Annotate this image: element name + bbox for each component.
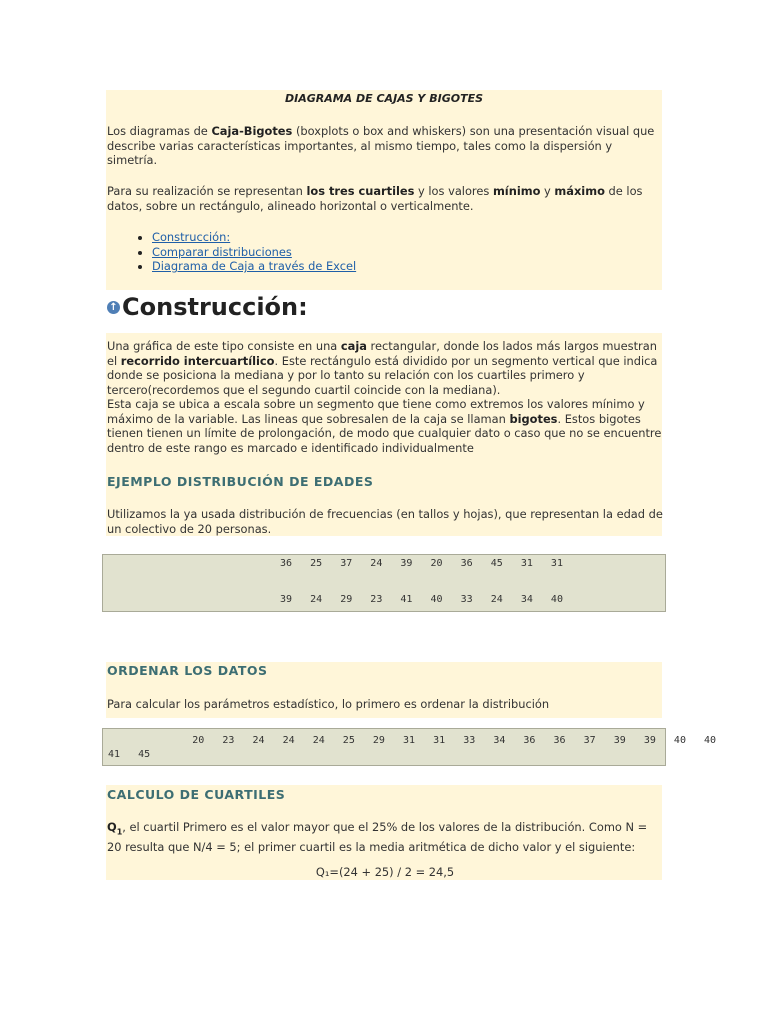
ordenar-text: Para calcular los parámetros estadístico, lo primero es ordenar la distribución: [107, 697, 550, 711]
sorted-data-table: [102, 728, 717, 766]
cuartiles-heading: CALCULO DE CUARTILES: [107, 787, 286, 802]
sorted-data-row: 20 23 24 24 24 25 29 31 31 33 34 36 36 37 39 39 40 40 41 45: [108, 735, 717, 760]
link-excel[interactable]: Diagrama de Caja a través de Excel: [152, 259, 357, 274]
ejemplo-heading: EJEMPLO DISTRIBUCIÓN DE EDADES: [107, 474, 374, 489]
cuartiles-text: $Q_1$, el cuartil Primero es el valor mayor que el 25% de los valores de la distribución. Como N = 20 resulta que N/4 = 5; el primer cuartil es la media aritmética de dicho valor y el siguiente:: [107, 820, 648, 854]
construccion-paragraph: Una gráfica de este tipo consiste en una caja rectangular, donde los lados más largos muestran el recorrido intercuartílico. Este rectángulo está dividido por un segmento vertical que indica donde se posiciona la mediana y por lo tanto su relación con los cuartiles primero y tercero(recordemos que el segundo cuartil coincide con la mediana). Esta caja se ubica a escala sobre un segmento que tiene como extremos los valores mínimo y máximo de la variable. Las lineas que sobresalen de la caja se llaman bigotes. Estos bigotes tienen tienen un límite de prolongación, de modo que cualquier dato o caso que no se encuentre dentro de este rango es marcado e identificado individualmente: [107, 339, 662, 455]
ordenar-heading: ORDENAR LOS DATOS: [107, 663, 268, 678]
data-row-1: 36 25 37 24 39 20 36 45 31 31: [280, 558, 563, 569]
data-table: [102, 554, 666, 612]
construccion-heading-text: Construcción:: [122, 293, 308, 321]
list-item: [152, 230, 356, 245]
ejemplo-text: Utilizamos la ya usada distribución de frecuencias (en tallos y hojas), que representan la edad de un colectivo de 20 personas.: [107, 507, 663, 536]
arrow-up-icon[interactable]: ↑: [107, 301, 120, 314]
intro-paragraph-1: Los diagramas de Caja-Bigotes (boxplots o box and whiskers) son una presentación visual que describe varias características importantes, al mismo tiempo, tales como la dispersión y simetría.: [107, 124, 655, 167]
link-construccion[interactable]: Construcción:: [152, 230, 231, 244]
intro-paragraph-2: Para su realización se representan los tres cuartiles y los valores mínimo y máximo de los datos, sobre un rectángulo, alineado horizontal o verticalmente.: [107, 184, 643, 213]
construccion-heading: [107, 291, 308, 323]
list-item: [152, 259, 356, 274]
q1-formula: Q₁=(24 + 25) / 2 = 24,5: [315, 865, 455, 879]
list-item: [152, 245, 356, 260]
section-links: [128, 230, 356, 274]
page-title: DIAGRAMA DE CAJAS Y BIGOTES: [284, 92, 484, 105]
q1-label: $Q_1$: [107, 820, 123, 837]
data-row-2: 39 24 29 23 41 40 33 24 34 40: [280, 594, 563, 605]
link-comparar[interactable]: Comparar distribuciones: [152, 244, 292, 259]
